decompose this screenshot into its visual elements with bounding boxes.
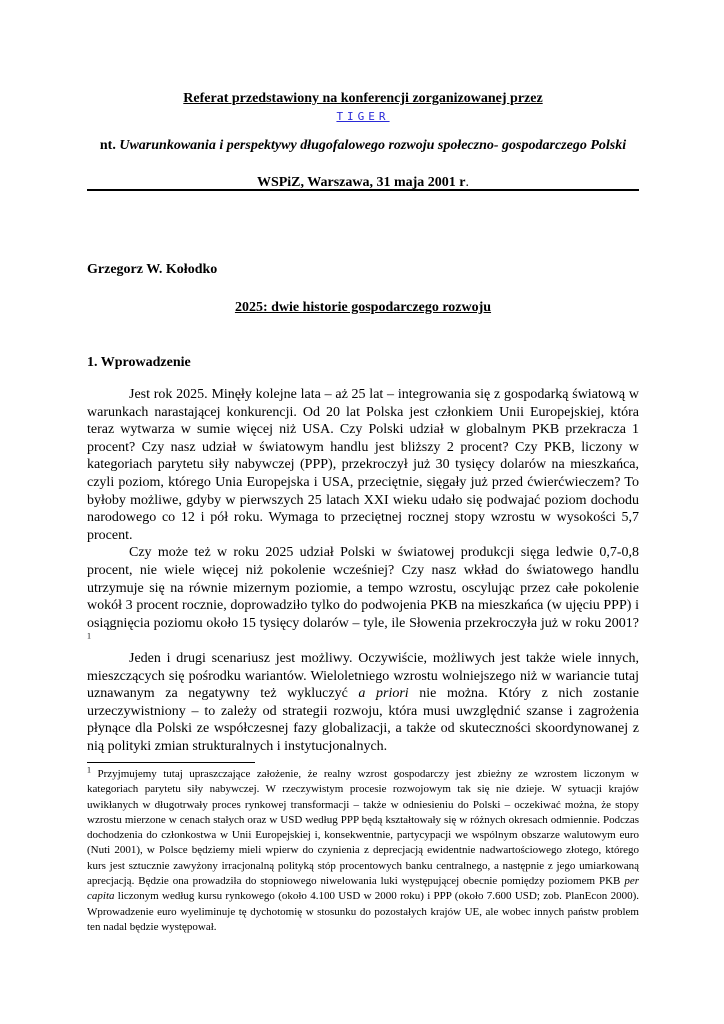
paragraph-3-text-b: nie można. Który z nich zostanie urzeczywistniony – to zależy od strategii rozwoju, która musi uwzględnić szanse i zagrożenia płynące dla Polski ze współczesnej fazy globalizacji, a także od skuteczności skoordynowanej z nią polityki zmian strukturalnych i instytucjonalnych.	[87, 686, 639, 754]
paragraph-3-italic: a priori	[358, 686, 409, 702]
paragraph-3	[87, 650, 639, 756]
footnote-reference: 1	[87, 631, 91, 641]
header-divider	[87, 189, 639, 191]
footnote-mark: 1	[87, 765, 91, 775]
footnote-text-a: Przyjmujemy tutaj upraszczające założenie, że realny wzrost gospodarczy jest zbieżny ze wzrostem liczonym w kategoriach parytetu siły nabywczej. W rzeczywistym procesie rozwojowym tak się nie dzieje. W sytuacji krajów uwikłanych w długotrwały proces rynkowej transformacji – także w odniesieniu do Polski – oczekiwać można, że stopy wzrostu mierzone w cenach stałych oraz w USD według PPP będą kształtowały się w różnych okresach odmiennie. Podczas dochodzenia do członkostwa w Unii Europejskiej i, konsekwentnie, partycypacji we wspólnym obszarze walutowym euro (Nuti 2001), w Polsce będziemy mieli wpierw do czynienia z deprecjacją ewidentnie nadwartościowego złotego, którego kurs jest sztucznie zawyżony irracjonalną polityką stóp procentowych banku centralnego, a następnie z jego umiarkowaną aprecjacją. Będzie ona prowadziła do stopniowego niwelowania luki występującej obecnie pomiędzy poziomem PKB	[87, 768, 639, 888]
paper-title: 2025: dwie historie gospodarczego rozwoju	[234, 300, 492, 315]
paragraph-1: Jest rok 2025. Minęły kolejne lata – aż 25 lat – integrowania się z gospodarką światową w warunkach narastającej konkurencji. Od 20 lat Polska jest członkiem Unii Europejskiej, która teraz wytwarza w sumie więcej niż USA. Czy Polski udział w globalnym PKB przekracza 1 procent? Czy nasz udział w światowym handlu jest bliższy 2 procent? Czy PKB, liczony w kategoriach parytetu siły nabywczej (PPP), przekroczył już 30 tysięcy dolarów na mieszkańca, czyli poziom, którego Unia Europejska i USA, przeciętnie, sięgały już przed ćwierćwieczem? To byłoby możliwe, gdyby w pierwszych 25 latach XXI wieku udało się podwajać poziom dochodu narodowego co 12 i pół roku. Wymaga to przeciętnej rocznej stopy wzrostu w wysokości 5,7 procent.	[87, 387, 639, 543]
paragraph-2	[87, 544, 639, 650]
footnote-italic: per capita	[87, 875, 639, 903]
conference-topic	[87, 138, 639, 154]
paragraph-2-text: Czy może też w roku 2025 udział Polski w światowej produkcji sięga ledwie 0,7-0,8 procent, nie wiele więcej niż pokolenie wcześniej? Czy nasz wkład do światowego handlu utrzymuje się na równie mizernym poziomie, a tempo wzrostu, oscylując przez całe pokolenie wokół 3 procent rocznie, doprowadziło tylko do podwojenia PKB na mieszkańca (w ujęciu PPP) i osiągnięcia poziomu około 15 tysięcy dolarów – tyle, ile Słowenia przekroczyła już w roku 2001?	[87, 545, 639, 631]
tiger-logo	[87, 107, 639, 125]
venue-text: WSPiZ, Warszawa, 31 maja 2001 r	[256, 175, 466, 190]
footnote-divider	[87, 762, 255, 763]
section-heading: 1. Wprowadzenie	[87, 355, 191, 370]
footnote	[87, 767, 639, 935]
tiger-logo-text: TIGER	[336, 110, 390, 123]
body-text	[87, 386, 639, 755]
topic-title: Uwarunkowania i perspektywy długofalowego rozwoju społeczno- gospodarczego Polski	[119, 138, 627, 153]
author-name: Grzegorz W. Kołodko	[87, 262, 218, 277]
footnote-text-b: liczonym według kursu rynkowego (około 4.100 USD w 2000 roku) i PPP (około 7.600 USD; zob. PlanEcon 2000). Wprowadzenie euro wyeliminuje tę dychotomię w stosunku do pozostałych krajów UE, ale wobec innych państw problem ten nadal będzie występował.	[87, 890, 639, 933]
paragraph-3-text-a: Jeden i drugi scenariusz jest możliwy. Oczywiście, możliwych jest także wiele innych, mieszczących się pośrodku wariantów. Wieloletniego wzrostu wolniejszego niż w wariancie tutaj uznawanym za negatywny też wykluczyć	[87, 650, 639, 702]
topic-prefix: nt.	[99, 138, 116, 153]
conference-line: Referat przedstawiony na konferencji zorganizowanej przez	[183, 91, 543, 106]
venue-period: .	[465, 175, 470, 190]
